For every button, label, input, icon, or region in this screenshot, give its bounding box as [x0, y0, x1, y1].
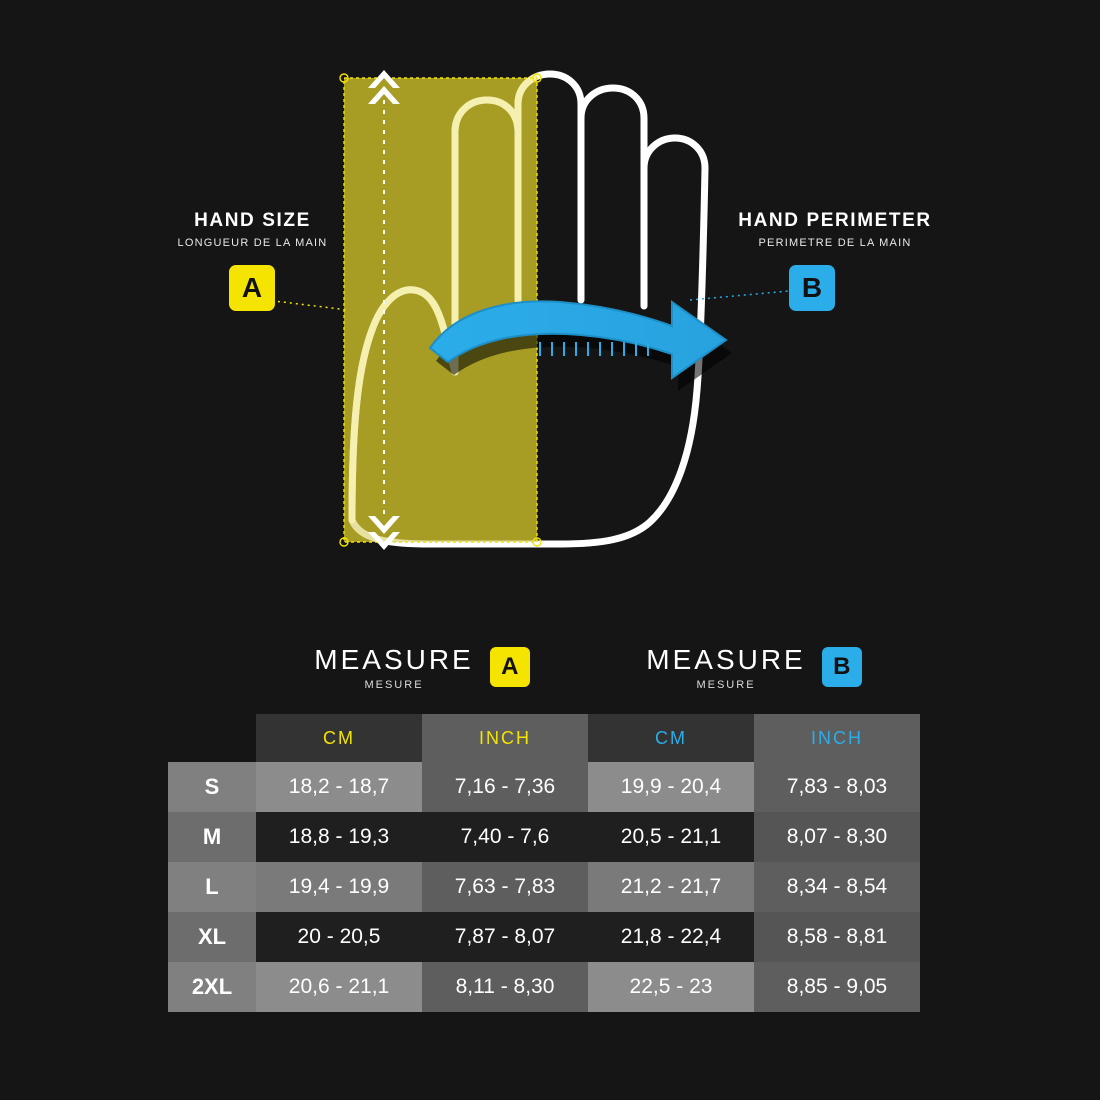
xl-a-inch: 7,87 - 8,07 [422, 912, 588, 962]
table-row [168, 912, 920, 962]
header-a-sub: MESURE [364, 678, 424, 691]
hand-size-label [120, 210, 385, 249]
xxl-b-inch: 8,85 - 9,05 [754, 962, 920, 1012]
size-table-wrapper [168, 620, 920, 1012]
header-measure-a [256, 620, 588, 714]
xl-b-cm: 21,8 - 22,4 [588, 912, 754, 962]
l-b-cm: 21,2 - 21,7 [588, 862, 754, 912]
size-label-l: L [168, 862, 256, 912]
table-row [168, 812, 920, 862]
header-b-sub: MESURE [696, 678, 756, 691]
size-label-s: S [168, 762, 256, 812]
xl-b-inch: 8,58 - 8,81 [754, 912, 920, 962]
xxl-a-cm: 20,6 - 21,1 [256, 962, 422, 1012]
header-spacer [168, 620, 256, 714]
s-b-inch: 7,83 - 8,03 [754, 762, 920, 812]
xxl-b-cm: 22,5 - 23 [588, 962, 754, 1012]
size-label-2xl: 2XL [168, 962, 256, 1012]
unit-b-cm: CM [588, 714, 754, 762]
hand-perimeter-subtitle: PERIMETRE DE LA MAIN [758, 237, 912, 249]
xxl-a-inch: 8,11 - 8,30 [422, 962, 588, 1012]
l-b-inch: 8,34 - 8,54 [754, 862, 920, 912]
unit-a-cm: CM [256, 714, 422, 762]
hand-perimeter-title: HAND PERIMETER [738, 210, 932, 231]
leader-line-a [266, 300, 348, 310]
unit-a-inch: INCH [422, 714, 588, 762]
header-badge-b: B [822, 647, 862, 687]
m-a-inch: 7,40 - 7,6 [422, 812, 588, 862]
m-b-cm: 20,5 - 21,1 [588, 812, 754, 862]
table-row [168, 862, 920, 912]
size-label-m: M [168, 812, 256, 862]
header-badge-a: A [490, 647, 530, 687]
header-b-main: MEASURE [646, 643, 806, 675]
header-a-main: MEASURE [314, 643, 474, 675]
hand-size-title: HAND SIZE [194, 210, 311, 231]
s-b-cm: 19,9 - 20,4 [588, 762, 754, 812]
m-b-inch: 8,07 - 8,30 [754, 812, 920, 862]
header-measure-b [588, 620, 920, 714]
l-a-inch: 7,63 - 7,83 [422, 862, 588, 912]
size-label-xl: XL [168, 912, 256, 962]
unit-spacer [168, 714, 256, 762]
xl-a-cm: 20 - 20,5 [256, 912, 422, 962]
unit-b-inch: INCH [754, 714, 920, 762]
hand-size-subtitle: LONGUEUR DE LA MAIN [177, 237, 328, 249]
s-a-inch: 7,16 - 7,36 [422, 762, 588, 812]
s-a-cm: 18,2 - 18,7 [256, 762, 422, 812]
leader-line-b [690, 290, 800, 300]
size-table [168, 620, 920, 1012]
hand-perimeter-label [690, 210, 980, 249]
m-a-cm: 18,8 - 19,3 [256, 812, 422, 862]
table-row [168, 762, 920, 812]
l-a-cm: 19,4 - 19,9 [256, 862, 422, 912]
badge-a: A [229, 265, 275, 311]
badge-b: B [789, 265, 835, 311]
table-row [168, 962, 920, 1012]
table-unit-row [168, 714, 920, 762]
table-header-row [168, 620, 920, 714]
